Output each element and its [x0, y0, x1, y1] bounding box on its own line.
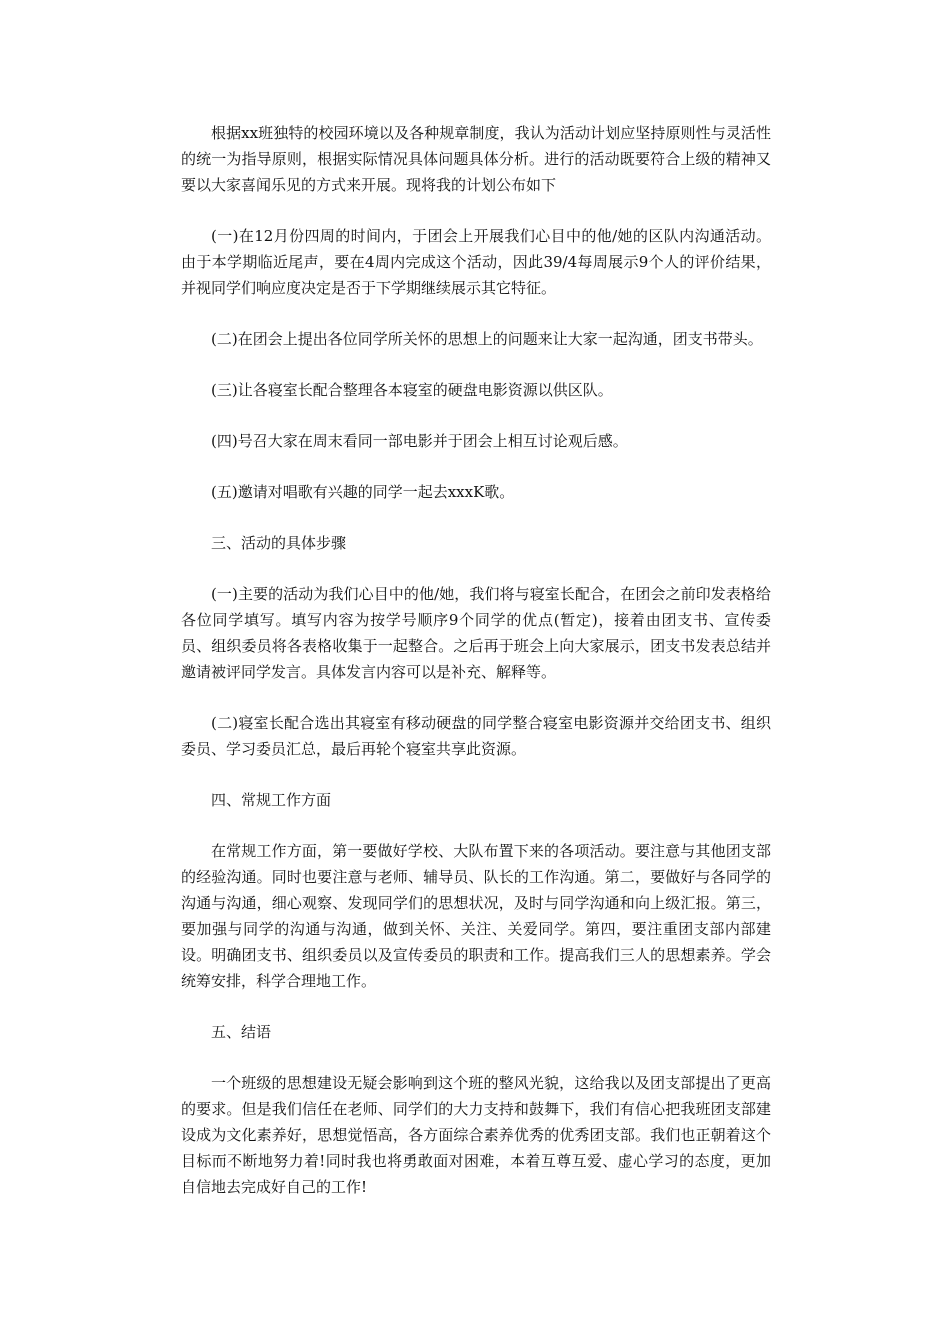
item-one-paragraph: (一)在12月份四周的时间内，于团会上开展我们心目中的他/她的区队内沟通活动。由于本学期临近尾声，要在4周内完成这个活动，因此39/4每周展示9个人的评价结果，并视同学们响应度决定是否于下学期继续展示其它特征。: [181, 227, 771, 297]
item-five-paragraph: (五)邀请对唱歌有兴趣的同学一起去xxxK歌。: [211, 483, 515, 501]
intro-paragraph: 根据xx班独特的校园环境以及各种规章制度，我认为活动计划应坚持原则性与灵活性的统一为指导原则，根据实际情况具体问题具体分析。进行的活动既要符合上级的精神又要以大家喜闻乐见的方式来开展。现将我的计划公布如下: [181, 124, 771, 194]
section-heading-routine-work: 四、常规工作方面: [211, 791, 332, 809]
item-four-paragraph: (四)号召大家在周末看同一部电影并于团会上相互讨论观后感。: [211, 432, 628, 450]
document-body: [181, 120, 771, 1225]
routine-work-paragraph: 在常规工作方面，第一要做好学校、大队布置下来的各项活动。要注意与其他团支部的经验沟通。同时也要注意与老师、辅导员、队长的工作沟通。第二，要做好与各同学的沟通与沟通，细心观察、发现同学们的思想状况，及时与同学沟通和向上级汇报。第三，要加强与同学的沟通与沟通，做到关怀、关注、关爱同学。第四，要注重团支部内部建设。明确团支书、组织委员以及宣传委员的职责和工作。提高我们三人的思想素养。学会统筹安排，科学合理地工作。: [181, 842, 771, 990]
item-two-paragraph: (二)在团会上提出各位同学所关怀的思想上的问题来让大家一起沟通，团支书带头。: [211, 330, 763, 348]
step-two-paragraph: (二)寝室长配合选出其寝室有移动硬盘的同学整合寝室电影资源并交给团支书、组织委员、学习委员汇总，最后再轮个寝室共享此资源。: [181, 714, 771, 758]
conclusion-paragraph: 一个班级的思想建设无疑会影响到这个班的整风光貌，这给我以及团支部提出了更高的要求。但是我们信任在老师、同学们的大力支持和鼓舞下，我们有信心把我班团支部建设成为文化素养好，思想觉悟高，各方面综合素养优秀的优秀团支部。我们也正朝着这个目标而不断地努力着!同时我也将勇敢面对困难，本着互尊互爱、虚心学习的态度，更加自信地去完成好自己的工作!: [181, 1074, 771, 1196]
section-heading-conclusion: 五、结语: [211, 1023, 272, 1041]
section-heading-steps: 三、活动的具体步骤: [211, 534, 347, 552]
item-three-paragraph: (三)让各寝室长配合整理各本寝室的硬盘电影资源以供区队。: [211, 381, 613, 399]
step-one-paragraph: (一)主要的活动为我们心目中的他/她，我们将与寝室长配合，在团会之前印发表格给各位同学填写。填写内容为按学号顺序9个同学的优点(暂定)，接着由团支书、宣传委员、组织委员将各表格收集于一起整合。之后再于班会上向大家展示，团支书发表总结并邀请被评同学发言。具体发言内容可以是补充、解释等。: [181, 585, 771, 681]
